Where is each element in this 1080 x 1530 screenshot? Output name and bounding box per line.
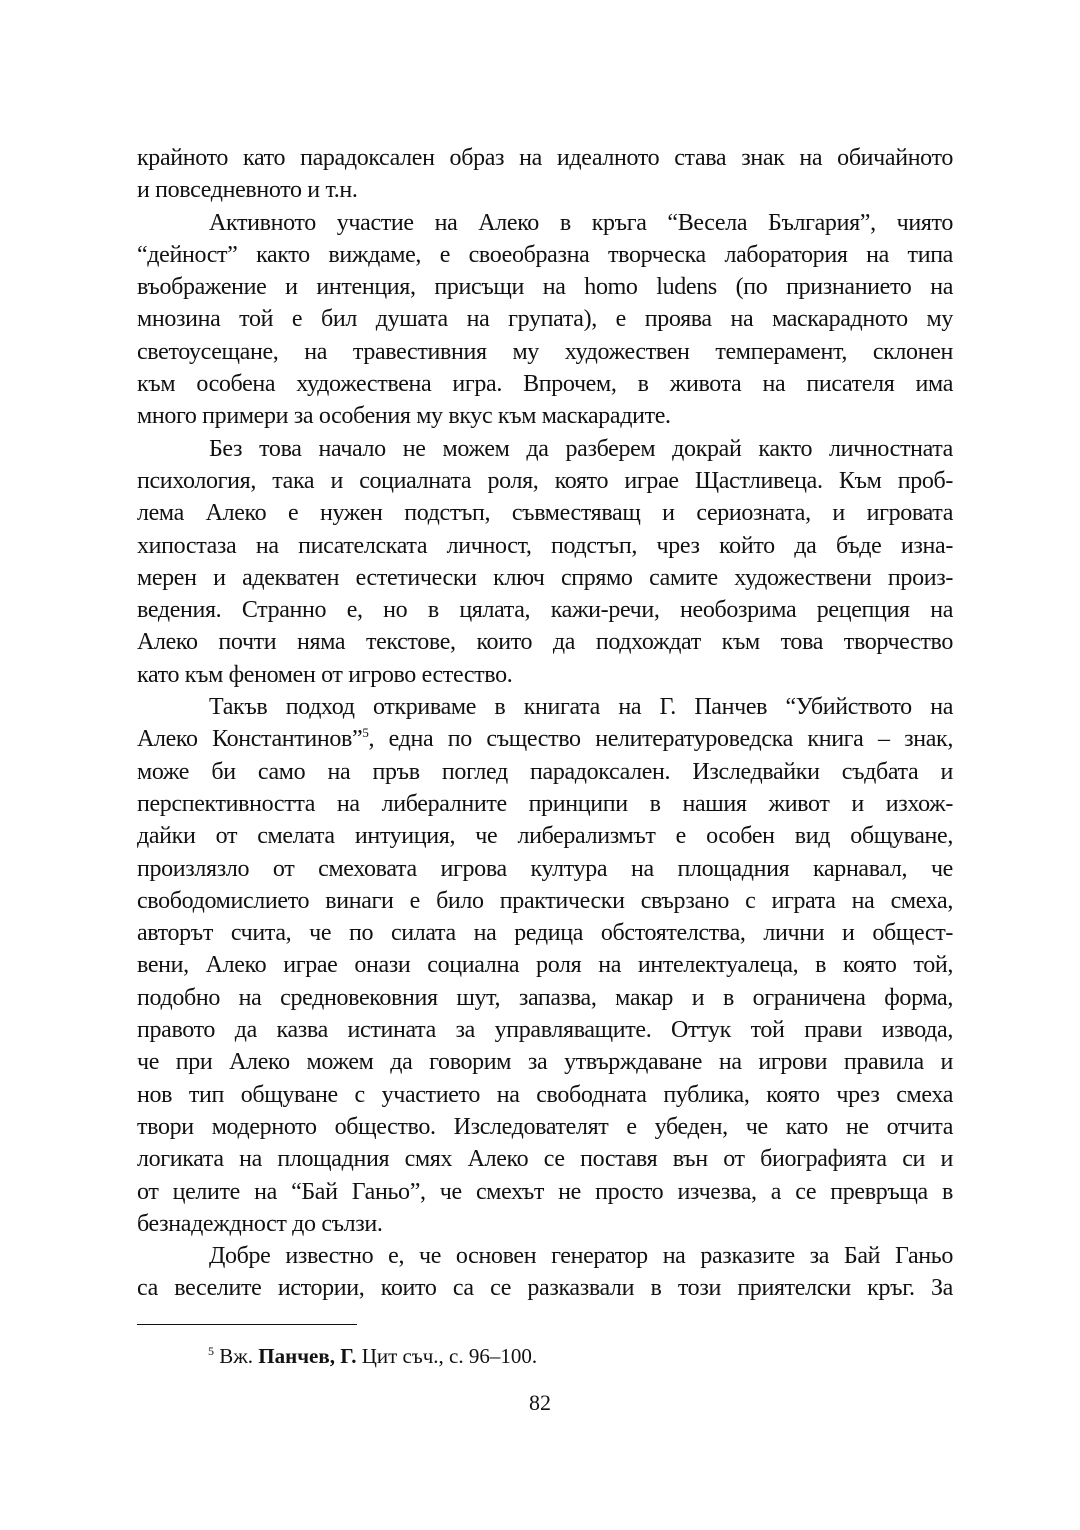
text-line: безнадеждност до сълзи. xyxy=(137,1210,383,1237)
text-line: светоусещане, на травестивния му художествен темперамент, склонен xyxy=(137,338,953,365)
text-line: подобно на средновековния шут, запазва, макар и в ограничена форма, xyxy=(137,984,953,1011)
text-line: са веселите истории, които са се разказвали в този приятелски кръг. За xyxy=(137,1275,953,1302)
footnote-reference[interactable]: 5 xyxy=(362,725,369,741)
text-line: към особена художествена игра. Впрочем, в живота на писателя има xyxy=(137,371,953,398)
text-line: Без това начало не можем да разберем докрай както личностната xyxy=(209,435,953,462)
text-line: ведения. Странно е, но в цялата, кажи-речи, необозрима рецепция на xyxy=(137,597,953,624)
text-line: нов тип общуване с участието на свободната публика, която чрез смеха xyxy=(137,1081,953,1108)
text-line: психология, така и социалната роля, която играе Щастливеца. Към проб- xyxy=(137,467,953,494)
text-line: като към феномен от игрово естество. xyxy=(137,661,513,688)
text-line: и повседневното и т.н. xyxy=(137,177,358,204)
page-number: 82 xyxy=(529,1390,551,1415)
footnote-separator xyxy=(137,1324,357,1325)
text-line: лема Алеко е нужен подстъп, съвместяващ и сериозната, и игровата xyxy=(137,500,953,527)
footnote-citation: Цит съч., с. 96–100. xyxy=(356,1344,538,1368)
text-line: мнозина той е бил душата на групата), е проява на маскарадното му xyxy=(137,306,953,333)
text-line: Алеко Константинов”$^5$, една по същество нелитературоведска книга – знак, xyxy=(137,725,953,753)
text-line: вени, Алеко играе онази социална роля на интелектуалеца, в която той, xyxy=(137,952,953,979)
text-line: твори модерното общество. Изследователят е убеден, че като не отчита xyxy=(137,1113,953,1140)
paragraph xyxy=(137,1240,953,1305)
text-line: произлязло от смеховата игрова култура на площадния карнавал, че xyxy=(137,855,953,882)
text-line: дайки от смелата интуиция, че либерализмът е особен вид общуване, xyxy=(137,823,953,850)
text-line: мерен и адекватен естетически ключ спрямо самите художествени произ- xyxy=(137,564,953,591)
text-line: свободомислието винаги е било практически свързано с играта на смеха, xyxy=(137,887,953,914)
text-line: много примери за особения му вкус към маскарадите. xyxy=(137,403,671,430)
paragraph xyxy=(137,691,953,1240)
paragraph xyxy=(137,142,953,207)
body-text xyxy=(137,142,953,1305)
text-line: логиката на площадния смях Алеко се поставя вън от биографията си и xyxy=(137,1146,953,1173)
text-line: въображение и интенция, присъщи на homo ludens (по признанието на xyxy=(137,274,953,301)
footnote-prefix: Вж. xyxy=(214,1344,259,1368)
text-line: хипостаза на писателската личност, подстъп, чрез който да бъде изна- xyxy=(137,532,953,559)
text-line: авторът счита, че по силата на редица обстоятелства, лични и общест- xyxy=(137,920,953,947)
paragraph xyxy=(137,207,953,433)
text-line: Такъв подход откриваме в книгата на Г. Панчев “Убийството на xyxy=(209,694,953,721)
text-line: Активното участие на Алеко в кръга “Весела България”, чиято xyxy=(209,209,953,236)
text-line: Добре известно е, че основен генератор на разказите за Бай Ганьо xyxy=(209,1243,953,1270)
text-line: Алеко почти няма текстове, които да подхождат към това творчество xyxy=(137,629,953,656)
text-line: от целите на “Бай Ганьо”, че смехът не просто изчезва, а се превръща в xyxy=(137,1178,953,1205)
text-line: “дейност” както виждаме, е своеобразна творческа лаборатория на типа xyxy=(137,241,953,268)
text-line: перспективността на либералните принципи в нашия живот и изхож- xyxy=(137,790,953,817)
footnote-author: Панчев, Г. xyxy=(258,1344,357,1368)
footnote-marker: 5 xyxy=(208,1344,214,1358)
text-line: правото да казва истината за управляващите. Оттук той прави извода, xyxy=(137,1017,953,1044)
text-line: може би само на пръв поглед парадоксален. Изследвайки съдбата и xyxy=(137,758,953,785)
text-line: че при Алеко можем да говорим за утвърждаване на игрови правила и xyxy=(137,1049,953,1076)
footnote xyxy=(208,1342,537,1370)
text-line: крайното като парадоксален образ на идеалното става знак на обичайното xyxy=(137,145,953,171)
paragraph xyxy=(137,433,953,691)
